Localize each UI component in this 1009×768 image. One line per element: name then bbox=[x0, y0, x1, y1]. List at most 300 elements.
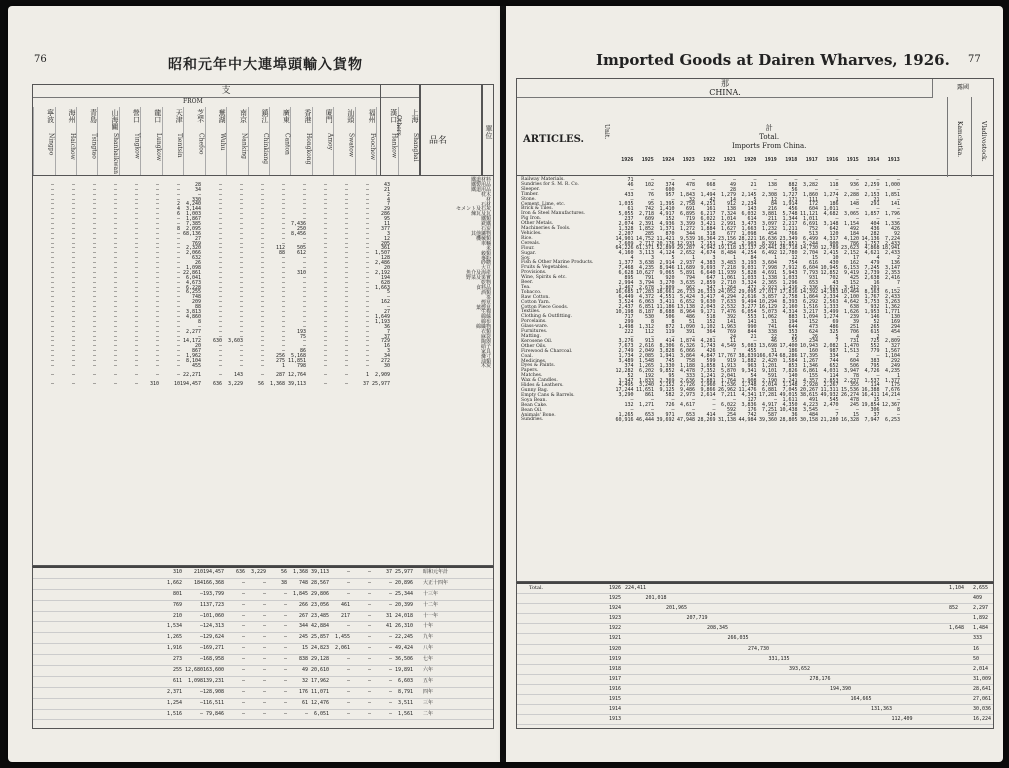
table-cell: 11,186 bbox=[656, 304, 675, 311]
article-name: Raw Cotton. bbox=[521, 294, 550, 300]
table-cell: — bbox=[281, 294, 285, 301]
table-cell: — bbox=[92, 221, 96, 228]
table-cell: 26,962 bbox=[717, 387, 736, 394]
article-name: Other Oils. bbox=[521, 343, 547, 349]
article-name: Firewood & Charcoal. bbox=[521, 348, 573, 354]
port-name-en: Wuhu bbox=[219, 133, 227, 151]
table-cell: — bbox=[323, 250, 327, 257]
table-cell: 552 bbox=[870, 343, 880, 350]
table-cell: 11,851 bbox=[287, 357, 306, 364]
table-cell: — bbox=[241, 699, 245, 706]
table-cell: — bbox=[199, 590, 203, 597]
table-cell: 1,090 bbox=[679, 323, 695, 330]
table-cell: 404 bbox=[870, 221, 880, 228]
table-cell: 754 bbox=[788, 260, 798, 267]
table-cell: 6,217 bbox=[700, 211, 716, 218]
port-name-en: Amoy bbox=[326, 133, 334, 151]
table-cell: — bbox=[176, 304, 180, 311]
table-cell: 6,292 bbox=[802, 299, 818, 306]
table-cell: — bbox=[260, 362, 264, 369]
table-cell: 7 bbox=[835, 411, 839, 418]
table-cell: 3,794 bbox=[638, 279, 654, 286]
table-cell: — bbox=[260, 343, 264, 350]
table-cell: 374 bbox=[665, 181, 675, 188]
table-cell: 1,843 bbox=[679, 191, 695, 198]
table-cell: 612 bbox=[296, 250, 306, 257]
summary-kamchatka: 852 bbox=[949, 605, 959, 612]
table-cell: 741 bbox=[767, 323, 777, 330]
table-cell: 29,287 bbox=[676, 245, 695, 252]
table-cell: — bbox=[241, 677, 245, 684]
table-cell: — bbox=[113, 201, 117, 208]
table-cell: 10,464 bbox=[840, 289, 859, 296]
table-cell: — bbox=[134, 196, 138, 203]
table-cell: — bbox=[323, 216, 327, 223]
table-cell: 2,638 bbox=[864, 274, 880, 281]
table-cell: — bbox=[50, 235, 54, 242]
table-cell: — bbox=[323, 284, 327, 291]
summary-values bbox=[33, 677, 413, 686]
table-cell: — bbox=[241, 634, 245, 641]
table-cell: — bbox=[239, 181, 243, 188]
summary-row bbox=[517, 695, 993, 705]
summary-value: 208,345 bbox=[707, 625, 729, 632]
table-cell: 1,033 bbox=[782, 274, 798, 281]
table-cell: — bbox=[92, 304, 96, 311]
table-cell: — bbox=[344, 230, 348, 237]
table-cell: — bbox=[712, 177, 716, 183]
table-cell: 14,901 bbox=[615, 235, 634, 242]
table-cell: — bbox=[239, 304, 243, 311]
table-cell: — bbox=[302, 309, 306, 316]
table-cell: 20 bbox=[383, 265, 390, 272]
table-cell: — bbox=[344, 284, 348, 291]
table-cell: 895 bbox=[624, 274, 634, 281]
table-cell: — bbox=[260, 357, 264, 364]
table-cell: — bbox=[302, 299, 306, 306]
table-cell: 234 bbox=[808, 338, 818, 345]
table-cell: — bbox=[346, 688, 350, 695]
table-cell: 152 bbox=[808, 318, 818, 325]
port-name-zh: 山海關 bbox=[110, 109, 119, 130]
table-cell: — bbox=[283, 601, 287, 608]
table-cell: 454 bbox=[890, 328, 900, 335]
table-cell: 15 bbox=[852, 411, 859, 418]
table-cell: — bbox=[155, 323, 159, 330]
table-cell: 1,211 bbox=[782, 225, 798, 232]
table-cell: 3,412 bbox=[843, 284, 859, 291]
table-cell: 6,041 bbox=[185, 274, 201, 281]
table-cell: — bbox=[344, 371, 348, 378]
table-cell: 1,188 bbox=[679, 362, 695, 369]
table-cell: — bbox=[199, 612, 203, 619]
table-cell: 2,726 bbox=[679, 382, 695, 389]
table-cell: — bbox=[134, 230, 138, 237]
summary-row bbox=[33, 677, 493, 688]
table-cell: 29,441 bbox=[758, 245, 777, 252]
table-cell: — bbox=[239, 269, 243, 276]
table-cell: — bbox=[239, 343, 243, 350]
table-cell: 171 bbox=[788, 196, 798, 203]
table-cell: — bbox=[365, 343, 369, 350]
table-cell: — bbox=[323, 294, 327, 301]
table-cell: 3,065 bbox=[843, 211, 859, 218]
table-cell: — bbox=[260, 245, 264, 252]
table-cell: — bbox=[134, 255, 138, 262]
table-cell: 2,433 bbox=[884, 294, 900, 301]
table-cell: — bbox=[283, 688, 287, 695]
table-cell: 176 bbox=[747, 406, 757, 413]
table-cell: 1,748 bbox=[741, 382, 757, 389]
table-cell: 146 bbox=[870, 313, 880, 320]
table-cell: — bbox=[365, 196, 369, 203]
summary-row bbox=[517, 715, 993, 725]
table-cell: 1,377 bbox=[618, 260, 634, 267]
table-cell: — bbox=[323, 333, 327, 340]
table-cell: 414 bbox=[706, 411, 716, 418]
table-cell: 4,549 bbox=[720, 343, 736, 350]
table-cell: — bbox=[239, 250, 243, 257]
table-cell: — bbox=[712, 397, 716, 404]
table-cell: 913 bbox=[644, 338, 654, 345]
table-cell: 5,168 bbox=[290, 353, 306, 360]
table-cell: 8,946 bbox=[659, 265, 675, 272]
table-cell: — bbox=[176, 333, 180, 340]
table-cell: 3,282 bbox=[802, 181, 818, 188]
table-cell: — bbox=[302, 274, 306, 281]
table-cell: 3 bbox=[386, 348, 390, 355]
table-cell: 957 bbox=[665, 191, 675, 198]
table-cell: 310 bbox=[172, 569, 182, 575]
table-cell: 42 bbox=[709, 196, 716, 203]
table-cell: — bbox=[323, 274, 327, 281]
table-cell: — bbox=[344, 225, 348, 232]
table-cell: 119 bbox=[665, 328, 675, 335]
table-cell: 287 bbox=[275, 371, 285, 378]
table-cell: 5,943 bbox=[782, 269, 798, 276]
article-name: Animals' Bone. bbox=[521, 412, 556, 418]
table-cell: 11,651 bbox=[635, 387, 654, 394]
table-cell: 6,152 bbox=[884, 289, 900, 296]
table-cell: — bbox=[92, 362, 96, 369]
summary-values bbox=[33, 710, 413, 719]
table-cell: 6,652 bbox=[679, 299, 695, 306]
table-cell: — bbox=[71, 294, 75, 301]
table-cell: 2,809 bbox=[884, 338, 900, 345]
table-cell: 31,138 bbox=[717, 416, 736, 423]
table-cell: — bbox=[855, 196, 859, 203]
vladivostock-label: Vladivostock. bbox=[980, 121, 987, 162]
table-cell: — bbox=[281, 201, 285, 208]
table-cell: — bbox=[344, 240, 348, 247]
table-cell: 615 bbox=[870, 328, 880, 335]
table-cell: 425 bbox=[849, 274, 859, 281]
table-cell: 124,313 bbox=[203, 623, 225, 630]
table-cell: 69 bbox=[832, 318, 839, 325]
table-cell: — bbox=[281, 216, 285, 223]
table-cell: — bbox=[323, 380, 327, 387]
table-cell: — bbox=[134, 343, 138, 350]
article-name: Sundries. bbox=[521, 417, 544, 423]
table-cell: 1,410 bbox=[659, 206, 675, 213]
table-cell: 1,003 bbox=[185, 211, 201, 218]
table-cell: — bbox=[155, 338, 159, 345]
summary-row bbox=[517, 705, 993, 715]
item-name-zh: 鐵製用品 bbox=[470, 181, 491, 188]
table-cell: 4,160 bbox=[618, 250, 634, 257]
item-name-zh: 硝子 bbox=[480, 343, 491, 350]
table-cell: 9,693 bbox=[700, 265, 716, 272]
table-cell: — bbox=[302, 323, 306, 330]
table-cell: 210 bbox=[193, 569, 203, 575]
table-cell: — bbox=[630, 333, 634, 340]
table-cell: — bbox=[71, 333, 75, 340]
table-cell: — bbox=[239, 230, 243, 237]
table-cell: 7,947 bbox=[864, 416, 880, 423]
table-cell: 383 bbox=[870, 357, 880, 364]
table-cell: — bbox=[218, 260, 222, 267]
table-cell: — bbox=[134, 240, 138, 247]
port-name-en: Shanghai bbox=[412, 133, 419, 162]
table-cell: 16 bbox=[873, 279, 880, 286]
item-name-zh: 魚介及海產 bbox=[465, 270, 491, 277]
summary-values bbox=[33, 688, 413, 697]
article-name: Porcelains. bbox=[521, 319, 547, 325]
table-cell: 6,066 bbox=[679, 348, 695, 355]
table-cell: 24,052 bbox=[717, 289, 736, 296]
table-cell: 1,416 bbox=[782, 284, 798, 291]
summary-value: 393,652 bbox=[789, 665, 811, 672]
summary-vladivostock: 2,297 bbox=[973, 605, 989, 612]
table-cell: — bbox=[50, 255, 54, 262]
table-cell: 12 bbox=[791, 255, 798, 262]
table-cell: 39 bbox=[852, 318, 859, 325]
table-cell: 18,941 bbox=[881, 245, 900, 252]
table-cell: — bbox=[155, 371, 159, 378]
summary-year: 九年 bbox=[423, 634, 434, 641]
table-cell: 454 bbox=[767, 230, 777, 237]
table-cell: 16 bbox=[383, 343, 390, 350]
table-cell: 12,367 bbox=[881, 401, 900, 408]
table-cell: 52 bbox=[627, 372, 634, 379]
table-cell: — bbox=[71, 260, 75, 267]
table-cell: — bbox=[344, 294, 348, 301]
item-name-zh: 大豆 bbox=[480, 265, 491, 272]
section-label: 支 bbox=[33, 85, 419, 98]
table-cell: 282 bbox=[870, 230, 880, 237]
port-name-zh: 蕪湖 bbox=[218, 109, 227, 123]
table-cell: — bbox=[281, 289, 285, 296]
table-cell: 545 bbox=[829, 397, 839, 404]
table-cell: 88 bbox=[194, 304, 201, 311]
table-cell: — bbox=[176, 353, 180, 360]
table-cell: — bbox=[71, 250, 75, 257]
table-cell: — bbox=[197, 323, 201, 330]
table-cell: — bbox=[50, 289, 54, 296]
table-cell: — bbox=[50, 221, 54, 228]
table-cell: 2,437 bbox=[618, 304, 634, 311]
article-name: Gunny Bag. bbox=[521, 387, 549, 393]
table-cell: 2,739 bbox=[864, 269, 880, 276]
table-cell: 798 bbox=[296, 362, 306, 369]
table-cell: — bbox=[92, 323, 96, 330]
table-cell: — bbox=[344, 265, 348, 272]
table-cell: 3,604 bbox=[761, 260, 777, 267]
table-cell: 853 bbox=[788, 362, 798, 369]
table-cell: 392 bbox=[726, 313, 736, 320]
table-cell: 758 bbox=[685, 357, 695, 364]
table-cell: — bbox=[239, 362, 243, 369]
table-cell: — bbox=[92, 338, 96, 345]
table-cell: 186 bbox=[788, 348, 798, 355]
table-cell: 216 bbox=[767, 206, 777, 213]
table-cell: 604 bbox=[849, 357, 859, 364]
table-cell: 8,163 bbox=[864, 289, 880, 296]
port-name-zh: 海州 bbox=[68, 109, 76, 123]
table-cell: — bbox=[323, 265, 327, 272]
article-name: Bean Cake. bbox=[521, 402, 548, 408]
table-cell: — bbox=[176, 216, 180, 223]
table-cell: 4,254 bbox=[741, 250, 757, 257]
table-cell: 3,324 bbox=[741, 279, 757, 286]
table-cell: — bbox=[304, 710, 308, 717]
table-cell: — bbox=[367, 645, 371, 652]
table-cell: — bbox=[239, 279, 243, 286]
article-name: Fruits & Vegetables. bbox=[521, 265, 569, 271]
table-cell: — bbox=[323, 313, 327, 320]
table-cell: — bbox=[134, 333, 138, 340]
table-cell: — bbox=[365, 255, 369, 262]
item-name-zh: 車輛 bbox=[480, 240, 491, 247]
table-cell: — bbox=[113, 240, 117, 247]
table-cell: — bbox=[365, 181, 369, 188]
summary-value: 201,965 bbox=[666, 605, 688, 612]
table-cell: 1,914 bbox=[782, 201, 798, 208]
table-cell: — bbox=[176, 371, 180, 378]
table-cell: — bbox=[671, 397, 675, 404]
port-name-en: Canton bbox=[283, 133, 291, 155]
table-cell: — bbox=[855, 206, 859, 213]
table-cell: 484 bbox=[808, 411, 818, 418]
table-cell: 4,240 bbox=[185, 201, 201, 208]
table-cell: — bbox=[260, 250, 264, 257]
table-cell: 6,326 bbox=[679, 343, 695, 350]
table-cell: — bbox=[92, 294, 96, 301]
summary-value: 274,730 bbox=[748, 645, 770, 652]
table-cell: 2 bbox=[876, 333, 880, 340]
table-cell: — bbox=[71, 186, 75, 193]
table-cell: 1,264 bbox=[720, 284, 736, 291]
table-cell: — bbox=[218, 304, 222, 311]
table-cell: — bbox=[239, 289, 243, 296]
table-cell: 111 bbox=[808, 196, 818, 203]
total-zh: 計 bbox=[765, 124, 773, 132]
table-cell: — bbox=[176, 265, 180, 272]
table-cell: — bbox=[365, 284, 369, 291]
unit-zh-header bbox=[482, 84, 494, 176]
table-cell: 513 bbox=[808, 230, 818, 237]
table-cell: 27 bbox=[383, 309, 390, 316]
table-cell: 23,485 bbox=[310, 612, 329, 619]
table-cell: — bbox=[344, 353, 348, 360]
table-cell: — bbox=[239, 265, 243, 272]
vladivostock-column bbox=[971, 97, 996, 177]
table-cell: 120 bbox=[829, 230, 839, 237]
table-cell: 71 bbox=[627, 177, 634, 183]
table-cell: 7,224 bbox=[884, 235, 900, 242]
table-cell: 587 bbox=[767, 411, 777, 418]
table-cell: — bbox=[260, 353, 264, 360]
table-cell: 12,764 bbox=[287, 371, 306, 378]
table-cell: 9,419 bbox=[843, 269, 859, 276]
table-cell: — bbox=[155, 309, 159, 316]
table-cell: 4,917 bbox=[659, 211, 675, 218]
table-cell: — bbox=[71, 240, 75, 247]
table-cell: — bbox=[50, 225, 54, 232]
table-cell: 28,567 bbox=[310, 579, 329, 586]
table-cell: — bbox=[814, 177, 818, 183]
table-cell: 4,223 bbox=[802, 401, 818, 408]
table-cell: 39,113 bbox=[310, 569, 329, 575]
table-cell: 742 bbox=[747, 411, 757, 418]
table-cell: — bbox=[281, 211, 285, 218]
table-cell: 1,000 bbox=[884, 181, 900, 188]
table-cell: — bbox=[367, 634, 371, 641]
item-name-zh: 油類 bbox=[480, 358, 491, 365]
table-cell: 8,791 bbox=[397, 688, 413, 695]
table-cell: — bbox=[113, 196, 117, 203]
table-cell: — bbox=[239, 309, 243, 316]
table-cell: — bbox=[113, 353, 117, 360]
table-cell: 1,104 bbox=[884, 353, 900, 360]
table-cell: — bbox=[50, 206, 54, 213]
table-cell: 31 bbox=[385, 612, 392, 619]
table-cell: — bbox=[365, 338, 369, 345]
table-cell: — bbox=[346, 656, 350, 663]
table-cell: 10,294 bbox=[758, 299, 777, 306]
table-cell: — bbox=[199, 634, 203, 641]
table-cell: 7,676 bbox=[884, 387, 900, 394]
table-cell: — bbox=[241, 623, 245, 630]
table-cell: 36 bbox=[383, 323, 390, 330]
table-cell: 344 bbox=[298, 623, 308, 630]
table-cell: — bbox=[197, 191, 201, 198]
table-cell: 2,190 bbox=[761, 377, 777, 384]
table-cell: — bbox=[650, 333, 654, 340]
table-cell: — bbox=[239, 318, 243, 325]
item-name-zh: 鐵類 bbox=[480, 216, 491, 223]
table-cell: — bbox=[134, 216, 138, 223]
article-name: Sundries for S. M. R. Co. bbox=[521, 181, 579, 187]
article-name: Vehicles. bbox=[521, 230, 542, 236]
table-cell: 17,816 bbox=[779, 289, 798, 296]
table-cell: 1,852 bbox=[638, 225, 654, 232]
table-cell: — bbox=[50, 333, 54, 340]
table-cell: 128 bbox=[380, 255, 390, 262]
table-cell: 18,661 bbox=[656, 289, 675, 296]
table-cell: 1,727 bbox=[782, 191, 798, 198]
table-cell: 702 bbox=[829, 274, 839, 281]
table-cell: — bbox=[344, 221, 348, 228]
table-cell: 184 bbox=[193, 579, 203, 586]
article-name: Matches. bbox=[521, 373, 543, 379]
right-header bbox=[516, 78, 994, 176]
table-cell: 14,172 bbox=[182, 338, 201, 345]
table-cell: 68,286 bbox=[779, 353, 798, 360]
table-cell: — bbox=[176, 313, 180, 320]
table-cell: — bbox=[281, 191, 285, 198]
table-cell: — bbox=[283, 634, 287, 641]
